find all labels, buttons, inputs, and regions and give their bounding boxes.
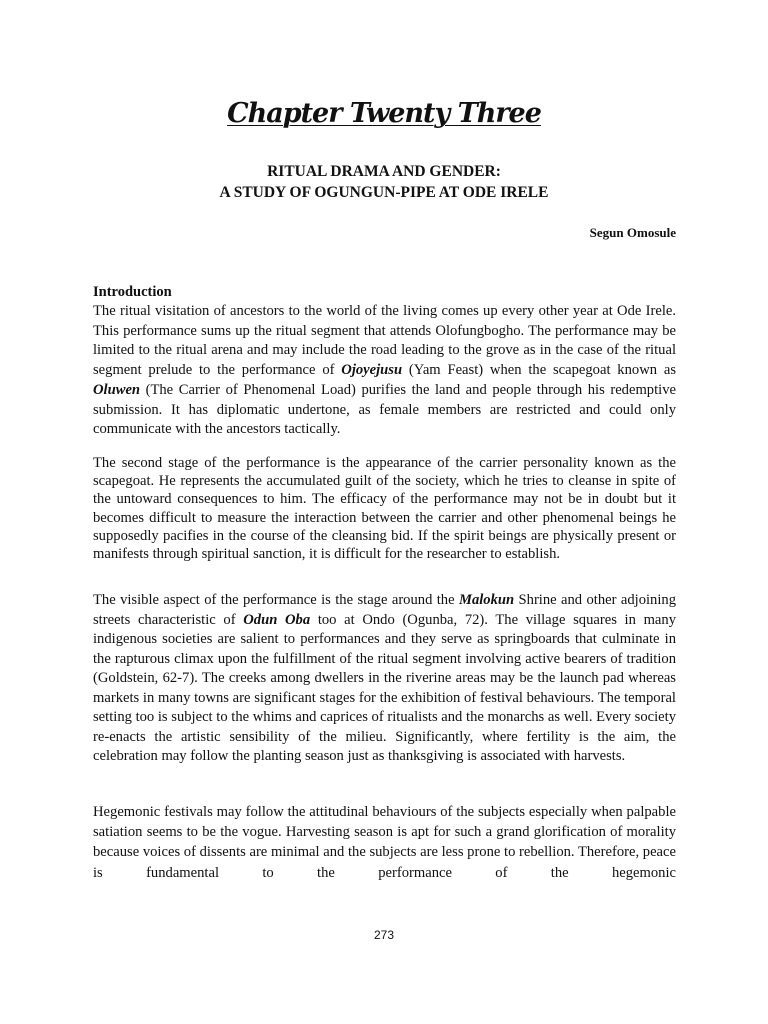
title-line-1: RITUAL DRAMA AND GENDER:: [267, 163, 501, 180]
term-odun-oba: Odun Oba: [243, 611, 311, 628]
paragraph-3-text-a: The visible aspect of the performance is the stage around the: [93, 592, 459, 608]
title-line-2: A STUDY OF OGUNGUN-PIPE AT ODE IRELE: [219, 184, 549, 201]
paragraph-3-text-b: Shrine and other adjoining streets characteristic of: [93, 592, 676, 628]
paragraph-1: [93, 302, 676, 440]
paragraph-3-text-c: too at Ondo (Ogunba, 72). The village squares in many indigenous societies are salient to performances and they serve as springboards that culminate in the rapturous climax upon the fulfillment of the ritual segment involving active bearers of tradition (Goldstein, 62-7). The creeks among dwellers in the riverine areas may be the launch pad whereas markets in many towns are significant stages for the exhibition of festival behaviours. The temporal setting too is subject to the whims and caprices of ritualists and the monarchs as well. Every society re-enacts the artistic sensibility of the milieu. Significantly, where fertility is the aim, the celebration may follow the planting season just as thanksgiving is associated with harvests.: [93, 611, 676, 764]
paragraph-1-text-a: The ritual visitation of ancestors to the world of the living comes up every other year at Ode Irele. This performance sums up the ritual segment that attends Olofungbogho. The performance may be limited to the ritual arena and may include the road leading to the grove as in the case of the ritual segment prelude to the performance of: [93, 303, 676, 379]
page-number: 273: [373, 928, 395, 942]
paragraph-1-text-c: (The Carrier of Phenomenal Load) purifies the land and people through his redemptive submission. It has diplomatic undertone, as female members are restricted and could only communicate with the ancestors tactically.: [93, 381, 676, 438]
paragraph-4: Hegemonic festivals may follow the attitudinal behaviours of the subjects especially when palpable satiation seems to be the vogue. Harvesting season is apt for such a grand glorification of morality because voices of dissents are minimal and the subjects are less prone to rebellion. Therefore, peace is fundamental to the performance of the hegemonic: [93, 804, 676, 881]
paragraph-2: The second stage of the performance is the appearance of the carrier personality known as the scapegoat. He represents the accumulated guilt of the society, which he tries to cleanse in spite of the untoward consequences to him. The efficacy of the performance may not be in doubt but it becomes difficult to measure the interaction between the carrier and other phenomenal beings he supposedly pacifies in the course of the cleansing bid. If the spirit beings are physically present or manifests through spiritual sanction, it is difficult for the researcher to establish.: [93, 455, 676, 563]
chapter-heading: Chapter Twenty Three: [227, 98, 541, 129]
term-malokun: Malokun: [458, 592, 515, 608]
term-ojoyejusu: Ojoyejusu: [341, 362, 403, 379]
author-name: Segun Omosule: [589, 225, 676, 240]
paragraph-1-text-b: (Yam Feast) when the scapegoat known as: [402, 362, 676, 379]
paragraph-3: [93, 591, 676, 767]
section-heading: Introduction: [93, 284, 172, 300]
term-oluwen: Oluwen: [93, 381, 141, 398]
